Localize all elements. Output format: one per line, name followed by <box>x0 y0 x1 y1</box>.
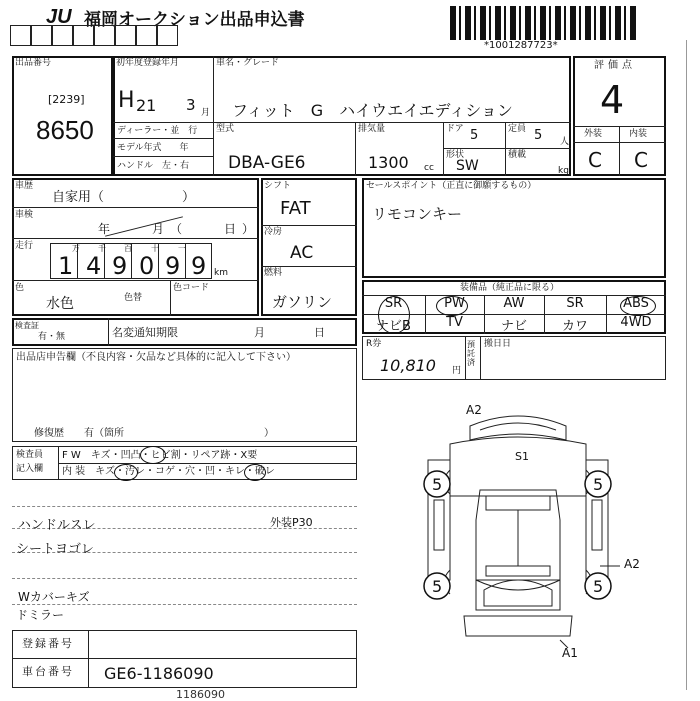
car-diagram <box>410 400 626 660</box>
record-value: 有・無 <box>38 332 66 342</box>
note-line-1: ハンドルスレ <box>18 518 96 533</box>
equip-navi-b: ナビB <box>376 319 411 334</box>
color-label: 色 <box>15 283 25 293</box>
equipment-label: 装備品（純正品に限る） <box>460 283 560 293</box>
model-year-label: モデル年式 年 <box>117 143 189 153</box>
equip-circle-3 <box>620 296 656 316</box>
doors-value: 5 <box>470 128 479 143</box>
bottom-scribble: 1186090 <box>176 688 225 701</box>
mileage-digit-4: 0 <box>139 252 155 280</box>
mileage-unit-hyaku: 百 <box>124 244 132 253</box>
notice-month: 月 <box>254 326 265 339</box>
declaration-label: 出品店申告欄（不良内容・欠品など具体的に記入して下さい） <box>16 352 296 363</box>
inspect-circle-3 <box>244 464 266 481</box>
mileage-unit: km <box>214 268 228 278</box>
car-name-value: フィット G ハイウエイエディション <box>232 101 513 120</box>
note-line-2: シートヨゴレ <box>16 542 95 557</box>
arrival-label: 搬日日 <box>484 339 512 349</box>
tire-front-right: 5 <box>593 475 604 494</box>
side-note: 外装P30 <box>270 516 313 529</box>
equip-navi: ナビ <box>500 319 527 334</box>
model-label: 型式 <box>216 124 235 134</box>
color-code-label: 色コード <box>173 283 210 293</box>
mileage-digit-6: 9 <box>191 252 207 280</box>
recycle-unit: 円 <box>452 366 462 376</box>
first-reg-label: 初年度登録年月 <box>116 58 180 68</box>
first-reg-era: H <box>118 88 135 113</box>
sales-point-block <box>362 178 666 278</box>
shift-value: FAT <box>280 198 311 219</box>
month-unit: 月 <box>201 108 211 118</box>
exterior-label: 外装 <box>584 129 603 139</box>
notice-label: 名変通知期限 <box>112 326 178 339</box>
fuel-value: ガソリン <box>272 293 333 311</box>
lot-number: 8650 <box>36 115 94 145</box>
inspect-circle-2 <box>114 464 138 481</box>
ac-label: 冷房 <box>264 227 283 237</box>
mileage-unit-juu: 十 <box>151 244 159 253</box>
tire-rear-left: 5 <box>432 577 443 596</box>
diagram-a2-side: A2 <box>624 557 640 571</box>
inspection-value: 年 月（ 日） <box>98 222 261 236</box>
equip-tv: TV <box>446 315 463 330</box>
shape-label: 形状 <box>446 150 465 160</box>
displacement-unit: cc <box>424 163 434 173</box>
capacity-label: 定員 <box>508 124 527 134</box>
equip-aw: AW <box>503 296 525 311</box>
equip-abs: ABS <box>623 296 649 311</box>
shape-value: SW <box>456 158 479 174</box>
mileage-digit-1: 1 <box>58 252 74 280</box>
equip-pw: PW <box>444 296 465 311</box>
diagram-s1: S1 <box>515 450 529 463</box>
record-label: 検査証 <box>15 321 39 330</box>
doors-label: ドア <box>446 124 464 134</box>
entry-label: 記入欄 <box>16 464 44 474</box>
shift-label: シフト <box>264 181 292 191</box>
mileage-unit-ichi: 一 <box>178 244 186 253</box>
form-title: 福岡オークション出品申込書 <box>84 10 305 30</box>
logo: JU <box>46 6 72 28</box>
equip-circle-1 <box>378 296 410 334</box>
recycle-label: R券 <box>366 339 382 349</box>
mileage-unit-sen: 千 <box>98 244 106 253</box>
color-change-label: 色替 <box>124 293 143 303</box>
barcode-number: *1001287723* <box>484 40 558 51</box>
grade-score: 4 <box>600 78 625 122</box>
note-line-3: Wカバーキズ <box>18 590 90 604</box>
inspector-label: 検査員 <box>16 450 44 460</box>
inspection-row-exterior: F W キズ・凹凸・ヒビ割・リペア跡・X要 <box>62 450 258 461</box>
car-name-label: 車名・グレード <box>216 58 280 68</box>
mileage-digit-3: 9 <box>112 252 128 280</box>
first-reg-year: 21 <box>136 96 157 115</box>
dealer-label: ディーラー・並 行 <box>117 126 198 136</box>
recycle-value: 10,810 <box>380 356 436 375</box>
interior-label: 内装 <box>629 129 648 139</box>
equip-sr: SR <box>384 296 403 311</box>
note-line-4: ドミラー <box>16 608 65 622</box>
load-label: 積載 <box>508 150 527 160</box>
model-value: DBA-GE6 <box>228 153 306 173</box>
mileage-digit-5: 9 <box>165 252 181 280</box>
tire-rear-right: 5 <box>593 577 604 596</box>
mileage-unit-man: 万 <box>72 244 80 253</box>
repair-history-label: 修復歴 有（箇所 ） <box>34 428 274 439</box>
handle-label: ハンドル 左・右 <box>117 161 190 171</box>
mileage-digit-2: 4 <box>86 252 102 280</box>
inspection-row-interior: 内 装 キズ・汚レ・コゲ・穴・凹・キレ・破レ <box>62 466 275 477</box>
equip-4wd: 4WD <box>620 315 652 330</box>
recycle-deposit-label: 預託済 <box>467 340 475 367</box>
capacity-value: 5 <box>534 128 543 143</box>
ac-value: AC <box>290 243 314 263</box>
grade-label: 評価点 <box>594 60 636 71</box>
first-reg-month: 3 <box>186 96 196 114</box>
notice-day: 日 <box>314 326 325 339</box>
diagram-a2-top: A2 <box>466 403 482 417</box>
registration-label: 登録番号 <box>22 637 74 650</box>
inspect-circle-1 <box>140 446 166 464</box>
equip-circle-2 <box>436 296 468 316</box>
inspection-label: 車検 <box>15 210 34 220</box>
barcode <box>450 6 636 40</box>
displacement-label: 排気量 <box>358 124 386 134</box>
chassis-value: GE6-1186090 <box>104 664 214 683</box>
lot-small-number: [2239] <box>48 93 85 106</box>
equip-sr2: SR <box>566 296 584 311</box>
fuel-label: 燃料 <box>264 268 283 278</box>
usage-value: 自家用（ ） <box>52 190 196 205</box>
load-unit: kg <box>558 166 569 176</box>
chassis-label: 車台番号 <box>22 665 74 678</box>
diagram-a1: A1 <box>562 646 578 660</box>
equip-leather: カワ <box>561 319 588 334</box>
lot-label: 出品番号 <box>15 58 52 68</box>
exterior-grade: C <box>588 148 602 172</box>
tire-front-left: 5 <box>432 475 443 494</box>
interior-grade: C <box>634 148 648 172</box>
color-value: 水色 <box>46 296 74 312</box>
sales-point-label: セールスポイント（正直に御願するもの） <box>366 181 537 191</box>
mileage-label: 走行 <box>15 241 34 251</box>
displacement-value: 1300 <box>368 153 409 172</box>
capacity-unit: 人 <box>560 137 570 147</box>
usage-label: 車歴 <box>15 181 34 191</box>
sales-point-value: リモコンキー <box>372 205 463 223</box>
